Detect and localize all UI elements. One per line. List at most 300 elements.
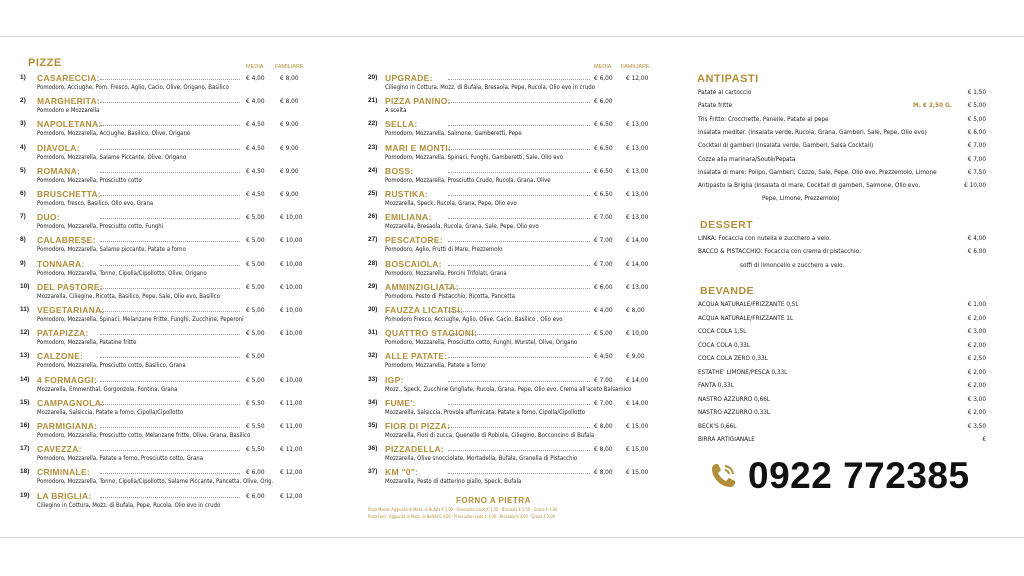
dotted-leader: [100, 450, 240, 451]
bevanda-label: ACQUA NATURALE/FRIZZANTE 1L: [698, 313, 794, 322]
pizza-number: 15): [20, 398, 30, 406]
menu-sheet: [0, 36, 1024, 538]
pizza-item: [368, 74, 668, 97]
pizza-ingredients: Pomodoro, Mozzarella, Patate a forno: [385, 362, 486, 370]
price-media: € 4,50: [246, 143, 265, 152]
dessert-label: BACCO & PISTACCHIO: Focaccia con crema di pistacchio,: [698, 247, 861, 256]
price-familiare: € 12,00: [626, 74, 649, 82]
pizza-ingredients: Pomodoro, Mozzarella, Salame Piccante, Olive, Origano: [37, 153, 187, 161]
price-familiare: € 9,00: [280, 120, 299, 129]
pizza-name: LA BRIGLIA:: [37, 490, 92, 501]
pizza-ingredients: Pomodoro, Mozzarella, Tonno, Cipolla/Cipollotto, Olive, Origano: [37, 269, 207, 277]
price-media: € 7,00: [594, 398, 613, 407]
pizza-number: 25): [368, 190, 378, 197]
dotted-leader: [448, 265, 590, 266]
dotted-leader: [100, 172, 240, 173]
price-familiare: € 10,00: [280, 306, 303, 314]
pizza-name: CRIMINALE:: [37, 467, 91, 478]
pizza-name: FUME':: [385, 397, 416, 408]
price-familiare: € 8,00: [280, 97, 299, 106]
pizza-item: [368, 329, 668, 352]
price-media: € 4,50: [246, 166, 265, 175]
pizza-name: QUATTRO STAGIONI:: [385, 328, 478, 339]
pizza-name: DEL PASTORE:: [37, 281, 103, 292]
pizza-item: [20, 329, 310, 352]
pizze-list-left: [20, 73, 310, 509]
pizza-item: [20, 283, 310, 306]
pizza-name: PIZZA PANINO:: [385, 96, 451, 107]
bevanda-price: € 2,00: [967, 340, 986, 349]
pizza-name: CAVEZZA:: [37, 444, 82, 455]
antipasto-label: Patate al cartoccio: [698, 88, 752, 96]
pizza-item: [20, 260, 310, 283]
antipasto-label: Tris Fritto: Crocchette, Panelle, Patate al pepe: [698, 114, 829, 123]
pizza-name: KM "0":: [385, 467, 419, 478]
pizza-number: 16): [20, 422, 30, 429]
pizza-number: 30): [368, 306, 378, 313]
pizza-ingredients: Pomodoro, Mozzarella, Acciughe, Basilico, Olive, Origano: [37, 130, 191, 138]
price-media: € 8,00: [594, 422, 613, 430]
familiare-header-2: FAMILIARE: [621, 64, 650, 70]
pizza-number: 17): [20, 445, 30, 453]
dotted-leader: [448, 288, 590, 289]
dessert-price: € 4,00: [967, 234, 986, 242]
price-familiare: € 14,00: [626, 236, 649, 245]
dotted-leader: [100, 125, 240, 126]
price-familiare: € 11,00: [280, 445, 303, 454]
price-media: € 6,00: [594, 97, 613, 106]
antipasto-price: € 10,00: [964, 181, 986, 190]
price-media: € 4,50: [594, 352, 613, 361]
price-media: € 5,50: [246, 422, 265, 430]
pizza-name: MARGHERITA:: [37, 96, 101, 107]
antipasto-price: € 7,00: [967, 141, 986, 150]
phone-icon: [708, 461, 738, 491]
pizza-ingredients: Ciliegino in Cottura, Mozz. di Bufala, Bresaola, Pepe, Rucola, Olio evo in crudo: [385, 84, 596, 91]
pizza-item: [368, 352, 668, 375]
pizza-name: RUSTIKA:: [385, 189, 429, 199]
bevanda-price: € 1,00: [967, 300, 986, 308]
pizza-ingredients: Pomodoro Fresco, Acciughe, Aglio, Olive, Cacio, Basilico , Olio evo: [385, 316, 563, 323]
pizza-ingredients: Mozzarella, Speck, Rucola, Grana, Pepe, Olio evo: [385, 200, 517, 207]
dotted-leader: [100, 311, 240, 312]
antipasto-price: € 6,00: [967, 127, 986, 136]
pizza-number: 37): [368, 468, 378, 476]
pizza-name: 4 FORMAGGI:: [37, 374, 97, 385]
dotted-leader: [448, 381, 590, 382]
pizza-name: BOSS:: [385, 165, 414, 176]
dotted-leader: [100, 79, 240, 80]
pizza-name: BOSCAIOLA:: [385, 258, 442, 269]
pizza-name: CASARECCIA:: [37, 73, 100, 83]
dotted-leader: [448, 357, 590, 358]
pizza-item: [20, 144, 310, 167]
price-media: € 5,00: [246, 213, 265, 222]
familiare-header: FAMILIARE: [275, 64, 304, 70]
pizza-number: 10): [20, 282, 30, 290]
pizza-number: 29): [368, 282, 378, 290]
price-familiare: € 14,00: [626, 259, 649, 268]
pizza-number: 21): [368, 97, 378, 105]
pizza-ingredients: Pomodoro, Mozzarella, Tonno, Cipolla/Cipollotto, Salame Piccante, Pancetta, Olive, Orig.: [37, 478, 274, 486]
bevanda-price: € 2,00: [967, 367, 986, 376]
pizza-name: PIZZADELLA:: [385, 444, 445, 455]
bevanda-label: FANTA 0,33L: [698, 381, 734, 389]
price-media: € 5,00: [594, 329, 613, 338]
media-header-2: MEDIA: [594, 64, 612, 70]
antipasto-label: Cocktail di gamberi (Insalata verde, Gamberi, Salsa Cocktail): [698, 141, 874, 150]
pizza-number: 12): [20, 329, 30, 337]
pizza-number: 26): [368, 213, 378, 221]
price-familiare: € 13,00: [626, 190, 649, 198]
price-familiare: € 14,00: [626, 398, 649, 407]
pizza-name: UPGRADE:: [385, 73, 433, 83]
pizza-item: [368, 306, 668, 329]
pizza-name: IGP:: [385, 374, 404, 385]
price-familiare: € 15,00: [626, 445, 649, 454]
pizza-number: 14): [20, 375, 30, 383]
pizza-number: 35): [368, 422, 378, 429]
price-familiare: € 9,00: [626, 352, 645, 361]
pizza-ingredients: Pomodoro, Acciughe, Pom. Fresco, Aglio, Cacio, Olive, Origano, Basilico: [37, 84, 229, 91]
pizza-name: CALABRESE:: [37, 235, 96, 246]
dotted-leader: [100, 497, 240, 498]
dotted-leader: [448, 473, 590, 474]
pizza-number: 7): [20, 213, 26, 221]
price-media: € 7,00: [594, 236, 613, 245]
price-media: € 4,00: [594, 306, 613, 314]
pizza-name: ALLE PATATE:: [385, 351, 448, 362]
price-familiare: € 10,00: [280, 375, 303, 384]
bevanda-label: NASTRO AZZURRO 0,66L: [698, 394, 771, 403]
pizza-item: [20, 352, 310, 375]
pizza-number: 11): [20, 306, 30, 313]
dotted-leader: [448, 195, 590, 196]
bevanda-label: COCA COLA 1,5L: [698, 327, 747, 335]
pizza-name: BRUSCHETTA:: [37, 189, 102, 199]
pizza-number: 27): [368, 236, 378, 244]
price-media: € 6,50: [594, 143, 613, 152]
price-familiare: € 15,00: [626, 468, 649, 477]
pizza-number: 4): [20, 143, 26, 151]
price-media: € 5,00: [246, 375, 265, 384]
pizza-item: [20, 97, 310, 120]
media-header: MEDIA: [246, 64, 264, 70]
price-familiare: € 13,00: [626, 166, 649, 175]
pizza-ingredients: Mozzarella, Salsiccia, Patate a forno, Cipolla/Cipollotto: [37, 408, 184, 416]
pizza-name: CALZONE:: [37, 351, 84, 362]
pizza-name: AMMINZIGLIATA:: [385, 281, 459, 292]
pizza-name: FAUZZA LICATISI:: [385, 305, 463, 315]
pizza-ingredients: Pomodoro, Mozzarella, Spinaci, Funghi, Gamberetti, Sale, Olio evo: [385, 153, 564, 161]
price-media: € 5,50: [246, 445, 265, 454]
pizza-item: [20, 74, 310, 97]
price-media: € 7,00: [594, 213, 613, 222]
pizza-number: 24): [368, 166, 378, 174]
pizza-number: 22): [368, 120, 378, 128]
price-media: € 4,00: [246, 97, 265, 106]
price-familiare: € 9,00: [280, 166, 299, 175]
dessert-label: soffi di limoncello e zucchero a velo.: [740, 260, 845, 269]
bevanda-label: COCA COLA 0,33L: [698, 340, 750, 349]
pizza-number: 20): [368, 74, 378, 81]
phone-number[interactable]: 0922 772385: [748, 455, 970, 496]
bevanda-label: BECK'S 0,66L: [698, 421, 737, 430]
pizza-ingredients: Pomodoro, Pesto di Pistacchio, Ricotta, Pancetta: [385, 292, 515, 300]
antipasto-price: € 5,00: [967, 101, 986, 110]
pizza-ingredients: Mozzarella, Salsiccia, Provola affumicata, Patate a forno, Cipolla/Cipollotto: [385, 408, 585, 416]
price-familiare: € 11,00: [280, 422, 303, 430]
pizza-number: 13): [20, 352, 30, 360]
price-media: € 5,00: [246, 306, 265, 314]
price-familiare: € 10,00: [280, 329, 303, 338]
pizza-name: PESCATORE:: [385, 235, 443, 246]
dessert-price: € 6,00: [967, 247, 986, 256]
price-familiare: € 13,00: [626, 213, 649, 222]
pizza-ingredients: Pomodoro, Mozzarella, Prosciutto cotto, Melanzane fritte, Olive, Grana, Basilico: [37, 432, 251, 439]
pizza-ingredients: Mozzarella, Bresaola, Rucola, Grana, Sale, Pepe, Olio evo: [385, 223, 539, 231]
price-familiare: € 13,00: [626, 143, 649, 152]
dotted-leader: [100, 241, 240, 242]
pizza-item: [368, 283, 668, 306]
bevanda-price: € 2,00: [967, 408, 986, 416]
bevanda-price: € 3,00: [967, 327, 986, 335]
pizza-name: NAPOLETANA:: [37, 119, 102, 130]
pizza-item: [368, 376, 668, 399]
pizza-item: [20, 213, 310, 236]
price-familiare: € 12,00: [280, 468, 303, 477]
note-pizza-familiare: Pizza Fam.: Aggiunta di Mozz. di Bufala € 4,00 - Prosciutto crudo € 3,00 - Bresaola € 3,00 - Grana € 2,00: [368, 514, 555, 519]
pizza-ingredients: Mozzarella, Pesto di datterino giallo, Speck, Bufala: [385, 478, 522, 486]
pizza-name: DUO:: [37, 212, 60, 223]
dotted-leader: [100, 288, 240, 289]
pizza-ingredients: Pomodoro e Mozzarella: [37, 107, 100, 115]
pizza-name: TONNARA:: [37, 258, 85, 269]
pizza-item: [368, 213, 668, 236]
pizza-name: PATAPIZZA:: [37, 328, 89, 339]
dessert-title: DESSERT: [700, 219, 754, 231]
pizza-item: [20, 306, 310, 329]
pizza-ingredients: Pomodoro, Mozzarella, Patate a forno, Prosciutto cotto, Grana: [37, 455, 204, 463]
pizza-ingredients: Pomodoro, fresco, Basilico, Olio evo, Grana: [37, 200, 154, 207]
dotted-leader: [100, 218, 240, 219]
dotted-leader: [100, 473, 240, 474]
antipasto-price: € 7,50: [967, 167, 986, 176]
dotted-leader: [100, 404, 240, 405]
bevanda-price: €: [982, 435, 986, 443]
bevanda-label: ESTATHE' LIMONE/PESCA 0,33L: [698, 367, 788, 376]
price-familiare: € 10,00: [280, 213, 303, 222]
antipasto-label: Pepe, Limone, Prezzemolo): [762, 194, 840, 203]
pizza-name: EMILIANA:: [385, 212, 432, 223]
pizza-item: [368, 167, 668, 190]
pizza-ingredients: Pomodoro, Mozzarella, Salmone, Gamberetti, Pepe: [385, 130, 522, 138]
pizza-ingredients: Pomodoro, Mozzarella, Patatine fritte: [37, 339, 137, 347]
antipasto-label: Antipasto la Briglia (Insalata di mare, Cocktail di gamberi, Salmone, Olio evo,: [698, 181, 921, 190]
dotted-leader: [100, 149, 240, 150]
bevande-title: BEVANDE: [700, 285, 755, 297]
dotted-leader: [448, 125, 590, 126]
pizza-ingredients: Mozz., Speck, Zucchine Grigliate, Rucola, Grana, Pepe, Olio evo, Crema all'aceto Balsamico: [385, 385, 632, 393]
price-media: € 5,00: [246, 352, 265, 361]
pizza-ingredients: Pomodoro, Mozzarella, Spinaci, Melanzane Fritte, Funghi, Zucchine, Peperoni: [37, 316, 244, 323]
dotted-leader: [448, 404, 590, 405]
pizza-ingredients: Mozzarella, Emmenthal, Gorgonzola, Fontina, Grana: [37, 385, 178, 393]
pizze-list-right: [368, 74, 668, 494]
dotted-leader: [100, 381, 240, 382]
dotted-leader: [448, 102, 590, 103]
pizza-item: [20, 468, 310, 491]
pizza-name: FIOR DI PIZZA:: [385, 421, 451, 431]
pizza-number: 19): [20, 491, 30, 499]
price-familiare: € 9,00: [280, 190, 299, 198]
price-familiare: € 10,00: [280, 282, 303, 291]
dotted-leader: [448, 450, 590, 451]
price-familiare: € 10,00: [626, 329, 649, 338]
price-media: € 4,50: [246, 120, 265, 129]
pizza-number: 5): [20, 166, 26, 174]
pizza-item: [368, 97, 668, 120]
price-familiare: € 8,00: [626, 306, 645, 314]
pizza-number: 33): [368, 375, 378, 383]
bevande-list: [698, 300, 990, 450]
pizza-ingredients: Mozzarella, Olive snocciolate, Mortadella, Bufala, Granella di Pistacchio: [385, 455, 578, 463]
antipasti-title: ANTIPASTI: [697, 73, 759, 85]
pizza-ingredients: Ciliegino in Cottura, Mozz. di Bufala, Pepe, Rucola, Olio evo in crudo: [37, 501, 221, 509]
price-familiare: € 13,00: [626, 282, 649, 291]
dotted-leader: [448, 149, 590, 150]
antipasto-price: € 5,00: [967, 114, 986, 123]
dotted-leader: [100, 427, 240, 428]
dessert-list: [698, 234, 990, 274]
pizza-item: [368, 144, 668, 167]
pizza-name: PARMIGIANA:: [37, 421, 98, 431]
price-familiare: € 9,00: [280, 143, 299, 152]
price-media: € 7,00: [594, 259, 613, 268]
price-familiare: € 11,00: [280, 398, 303, 407]
pizza-number: 36): [368, 445, 378, 453]
pizza-item: [368, 260, 668, 283]
pizza-number: 1): [20, 74, 26, 81]
price-familiare: € 13,00: [626, 120, 649, 129]
dessert-label: LINKA: Focaccia con nutella e zucchero a velo.: [698, 234, 831, 242]
price-media: € 5,50: [246, 398, 265, 407]
bevanda-price: € 2,50: [967, 354, 986, 362]
dotted-leader: [448, 79, 590, 80]
dotted-leader: [448, 334, 590, 335]
pizza-item: [368, 120, 668, 143]
pizza-ingredients: Pomodoro, Mozzarella, Prosciutto cotto, Basilico, Grana: [37, 362, 186, 370]
pizza-name: CAMPAGNOLA:: [37, 397, 105, 408]
price-familiare: € 10,00: [280, 236, 303, 245]
price-media: € 6,00: [594, 74, 613, 82]
note-pizza-media: Pizza Media: Aggiunta di Mozz. di Bufala € 2,00 - Prosciutto crudo € 1,50 - Bresaola € 1,50 - Grana € 1,00: [368, 507, 558, 512]
price-media: € 6,50: [594, 190, 613, 198]
price-media: € 5,00: [246, 259, 265, 268]
dotted-leader: [100, 195, 240, 196]
pizze-column-right: [368, 37, 668, 517]
price-familiare: € 8,00: [280, 74, 299, 82]
bevanda-price: € 2,00: [967, 381, 986, 389]
pizza-item: [368, 399, 668, 422]
bevanda-label: ACQUA NATURALE/FRIZZANTE 0,5L: [698, 300, 799, 308]
dotted-leader: [100, 334, 240, 335]
pizza-item: [368, 422, 668, 445]
pizza-item: [368, 190, 668, 213]
pizza-item: [20, 399, 310, 422]
pizza-number: 32): [368, 352, 378, 360]
pizze-title: PIZZE: [28, 57, 62, 69]
price-familiare: € 10,00: [280, 259, 303, 268]
dotted-leader: [448, 218, 590, 219]
price-media: € 6,00: [594, 282, 613, 291]
pizza-ingredients: Pomodoro, Mozzarella, Prosciutto cotto: [37, 176, 142, 184]
pizza-number: 6): [20, 190, 26, 197]
dotted-leader: [100, 102, 240, 103]
bevanda-price: € 2,00: [967, 313, 986, 322]
antipasti-list: [698, 88, 990, 218]
side-column: [696, 37, 992, 517]
pizza-item: [20, 422, 310, 445]
dotted-leader: [448, 427, 590, 428]
price-media: € 5,00: [246, 236, 265, 245]
pizza-name: ROMANA:: [37, 165, 81, 176]
pizza-number: 18): [20, 468, 30, 476]
antipasto-label: Cozze alla marinara/Soutè/Pepata: [698, 154, 796, 163]
bevanda-label: BIRRA ARTIGIANALE: [698, 435, 755, 443]
pizza-ingredients: Pomodoro, Mozzarella, Prosciutto cotto, Funghi: [37, 223, 164, 231]
antipasto-label: Patate fritte: [698, 101, 733, 110]
pizza-item: [368, 445, 668, 468]
bevanda-label: NASTRO AZZURRO 0,33L: [698, 408, 771, 416]
pizza-ingredients: Pomodoro, Mozzarella, Prosciutto Crudo, Rucola, Grana, Olive: [385, 176, 551, 184]
price-media: € 6,00: [246, 491, 265, 500]
pizza-number: 23): [368, 143, 378, 151]
pizza-number: 2): [20, 97, 26, 105]
pizza-number: 8): [20, 236, 26, 244]
phone-contact[interactable]: [708, 455, 988, 499]
antipasto-price: € 1,50: [967, 88, 986, 96]
pizza-item: [20, 236, 310, 259]
bevanda-price: € 3,50: [967, 421, 986, 430]
antipasto-label: Insalata di mare: Polipo, Gamberi, Cozze, Sale, Pepe, Olio evo, Prezzemolo, Limone: [698, 167, 937, 176]
price-media: € 4,50: [246, 190, 265, 198]
dotted-leader: [100, 357, 240, 358]
pizza-number: 28): [368, 259, 378, 267]
pizza-item: [20, 445, 310, 468]
pizza-ingredients: Pomodoro, Mozzarella, Salame piccante, Patate a forno: [37, 246, 186, 254]
price-media: € 6,00: [246, 468, 265, 477]
pizza-name: DIAVOLA:: [37, 142, 80, 153]
pizza-item: [368, 236, 668, 259]
pizza-ingredients: Mozzarella, Ciliegine, Ricotta, Basilico, Pepe, Sale, Olio evo, Basilico: [37, 292, 220, 300]
pizza-item: [20, 376, 310, 399]
price-familiare: € 14,00: [626, 375, 649, 384]
price-media: € 7,00: [594, 375, 613, 384]
dotted-leader: [448, 311, 590, 312]
pizze-column-left: [20, 37, 310, 507]
price-media: € 6,50: [594, 166, 613, 175]
price-media: € 5,00: [246, 329, 265, 338]
bevanda-price: € 3,00: [967, 394, 986, 403]
price-media: € 4,00: [246, 74, 265, 82]
forno-a-pietra: FORNO A PIETRA: [456, 496, 531, 505]
price-media: € 8,00: [594, 468, 613, 477]
price-media: € 6,50: [594, 120, 613, 129]
antipasto-label: Insalata mediter. (Insalata verde, Rucola, Grana, Gamberi, Sale, Pepe, Olio evo): [698, 127, 927, 136]
pizza-name: VEGETARIANA:: [37, 305, 105, 315]
bevanda-label: COCA COLA ZERO 0,33L: [698, 354, 768, 362]
